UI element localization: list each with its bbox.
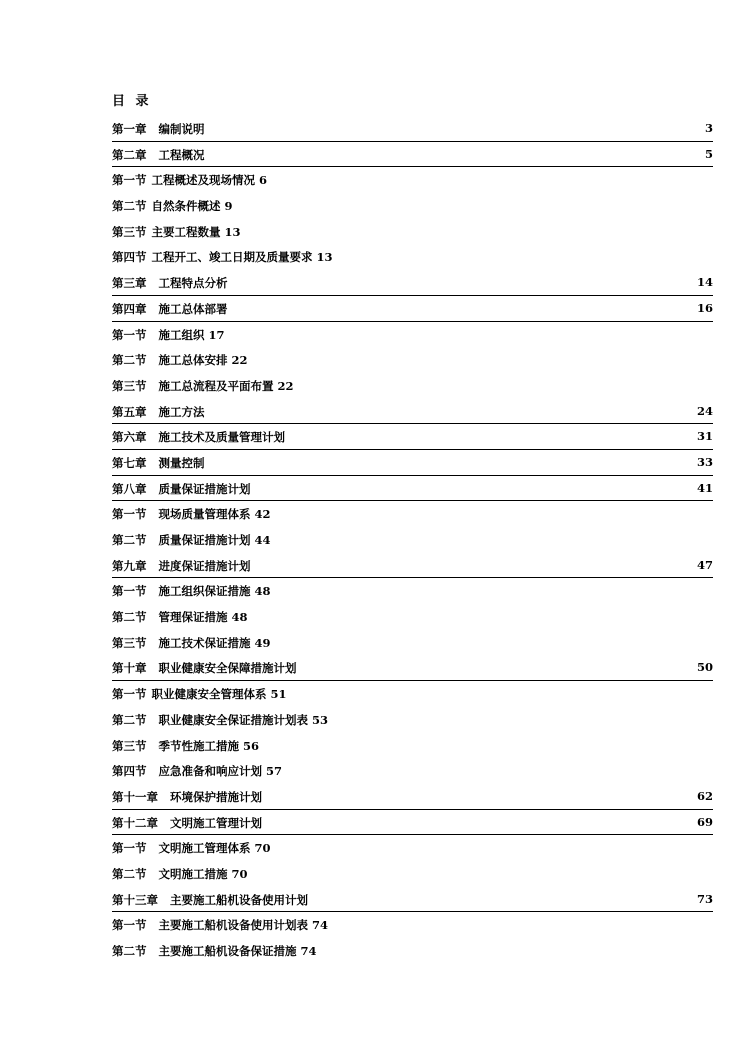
toc-entry-number: 第一节 (112, 584, 147, 599)
toc-entry-title: 施工技术保证措施 (158, 635, 251, 650)
toc-entry-number: 第二节 (112, 610, 147, 625)
toc-entry-page: 62 (696, 788, 713, 803)
toc-entry-number: 第二节 (112, 712, 147, 727)
toc-entry-title: 质量保证措施计划 (158, 481, 251, 496)
toc-entry-text (112, 275, 228, 291)
toc-entry-title: 工程特点分析 (158, 276, 228, 291)
toc-entry-page: 44 (254, 533, 271, 547)
toc-entry-number: 第一节 (112, 507, 147, 522)
toc-entry-text (112, 224, 241, 240)
toc-entry-number: 第三节 (112, 224, 147, 239)
toc-entry-page: 73 (696, 891, 713, 906)
toc-chapter-entry[interactable] (112, 476, 713, 502)
toc-entry-page: 51 (270, 687, 287, 702)
toc-entry-title: 施工总流程及平面布置 (158, 378, 274, 393)
toc-entry-title: 自然条件概述 (151, 199, 221, 214)
toc-chapter-entry[interactable] (112, 424, 713, 450)
toc-entry-page: 6 (259, 173, 268, 188)
toc-entry-number: 第七章 (112, 455, 147, 470)
toc-section-entry[interactable] (112, 373, 713, 399)
toc-chapter-entry[interactable] (112, 270, 713, 296)
toc-entry-text (112, 609, 248, 625)
toc-entry-number: 第二章 (112, 147, 147, 162)
toc-entry-number: 第八章 (112, 481, 147, 496)
toc-entry-text (112, 429, 285, 445)
toc-entry-text (112, 352, 248, 368)
toc-entry-number: 第二节 (112, 199, 147, 214)
toc-entry-title: 施工总体部署 (158, 301, 228, 316)
toc-entry-title: 工程开工、竣工日期及质量要求 (151, 250, 313, 265)
toc-entry-number: 第二节 (112, 533, 147, 547)
toc-entry-title: 文明施工管理体系 (158, 841, 251, 856)
toc-entry-title: 施工总体安排 (158, 353, 228, 368)
toc-entry-page: 47 (696, 557, 713, 572)
toc-section-entry[interactable] (112, 604, 713, 630)
toc-entry-title: 职业健康安全保证措施计划表 (158, 712, 308, 727)
toc-entry-page: 50 (696, 660, 713, 675)
toc-entry-title: 施工组织保证措施 (158, 584, 251, 599)
toc-chapter-entry[interactable] (112, 784, 713, 810)
toc-entry-page: 16 (696, 300, 713, 315)
toc-entry-number: 第三节 (112, 635, 147, 650)
toc-entry-page: 14 (696, 275, 713, 290)
toc-entry-title: 文明施工措施 (158, 866, 228, 881)
toc-entry-text (112, 506, 271, 522)
toc-section-entry[interactable] (112, 681, 713, 707)
toc-entry-number: 第一节 (112, 687, 147, 702)
toc-entry-text (112, 712, 328, 728)
toc-chapter-entry[interactable] (112, 399, 713, 425)
toc-entry-page: 41 (696, 480, 713, 495)
toc-entry-text (112, 789, 262, 805)
toc-section-entry[interactable] (112, 707, 713, 733)
toc-entry-title: 主要施工船机设备使用计划表 (158, 918, 308, 933)
toc-entry-title: 主要施工船机设备保证措施 (158, 944, 297, 958)
toc-section-entry[interactable] (112, 630, 713, 656)
toc-section-entry[interactable] (112, 758, 713, 784)
toc-entry-text (112, 635, 271, 651)
toc-chapter-entry[interactable] (112, 296, 713, 322)
toc-entry-text (112, 738, 259, 754)
toc-section-entry[interactable] (112, 347, 713, 373)
toc-section-entry[interactable] (112, 501, 713, 527)
toc-entry-title: 施工技术及质量管理计划 (158, 430, 285, 445)
toc-entry-page: 31 (696, 429, 713, 444)
toc-entry-number: 第十一章 (112, 789, 158, 804)
toc-section-entry[interactable] (112, 578, 713, 604)
toc-entry-title: 工程概述及现场情况 (151, 173, 255, 188)
toc-entry-text (112, 892, 308, 908)
toc-entry-title: 环境保护措施计划 (170, 789, 262, 804)
toc-entry-number: 第一节 (112, 327, 147, 342)
toc-list (112, 116, 713, 964)
toc-entry-title: 文明施工管理计划 (170, 815, 262, 830)
toc-entry-number: 第六章 (112, 430, 147, 445)
toc-title: 目 录 (112, 94, 152, 109)
toc-entry-page: 48 (231, 610, 248, 625)
toc-entry-page: 33 (696, 454, 713, 469)
toc-entry-page: 70 (254, 841, 271, 856)
toc-section-entry[interactable] (112, 733, 713, 759)
toc-entry-text (112, 532, 271, 548)
toc-entry-number: 第九章 (112, 558, 147, 573)
toc-section-entry[interactable] (112, 861, 713, 887)
toc-entry-text (112, 558, 251, 574)
toc-entry-page: 9 (224, 199, 233, 214)
toc-entry-title: 编制说明 (158, 122, 205, 136)
toc-chapter-entry[interactable] (112, 142, 713, 168)
toc-entry-text (112, 121, 205, 137)
toc-entry-page: 42 (254, 507, 271, 522)
toc-entry-page: 70 (231, 866, 248, 881)
toc-entry-page: 48 (254, 584, 271, 599)
toc-entry-text (112, 198, 233, 214)
toc-entry-number: 第四章 (112, 301, 147, 316)
toc-entry-text (112, 686, 287, 702)
toc-entry-number: 第五章 (112, 404, 147, 419)
toc-entry-title: 施工组织 (158, 327, 205, 342)
toc-entry-title: 测量控制 (158, 455, 205, 470)
toc-entry-number: 第二节 (112, 353, 147, 368)
toc-entry-text (112, 815, 262, 831)
toc-entry-number: 第一节 (112, 841, 147, 856)
toc-section-entry[interactable] (112, 912, 713, 938)
toc-entry-title: 应急准备和响应计划 (158, 764, 262, 779)
toc-entry-title: 主要施工船机设备使用计划 (170, 892, 308, 907)
toc-entry-text (112, 866, 248, 882)
toc-chapter-entry[interactable] (112, 553, 713, 579)
toc-section-entry[interactable] (112, 938, 713, 964)
toc-entry-title: 季节性施工措施 (158, 738, 239, 753)
toc-entry-text (112, 455, 205, 471)
toc-section-entry[interactable] (112, 193, 713, 219)
toc-entry-number: 第二节 (112, 944, 147, 958)
toc-entry-page: 22 (231, 353, 248, 368)
toc-entry-title: 质量保证措施计划 (158, 533, 251, 547)
toc-entry-number: 第四节 (112, 764, 147, 779)
toc-entry-text (112, 378, 294, 394)
toc-entry-number: 第十章 (112, 661, 147, 676)
toc-entry-page: 13 (224, 224, 241, 239)
toc-entry-number: 第三节 (112, 738, 147, 753)
toc-entry-number: 第三章 (112, 276, 147, 291)
toc-entry-page: 74 (300, 944, 317, 958)
toc-section-entry[interactable] (112, 167, 713, 193)
toc-entry-title: 主要工程数量 (151, 224, 221, 239)
toc-entry-title: 进度保证措施计划 (158, 558, 251, 573)
toc-entry-text (112, 943, 317, 959)
toc-entry-page: 69 (696, 814, 713, 829)
toc-chapter-entry[interactable] (112, 116, 713, 142)
toc-chapter-entry[interactable] (112, 810, 713, 836)
toc-entry-page: 17 (208, 327, 225, 342)
toc-chapter-entry[interactable] (112, 655, 713, 681)
toc-section-entry[interactable] (112, 322, 713, 348)
toc-section-entry[interactable] (112, 219, 713, 245)
toc-entry-text (112, 301, 228, 317)
toc-entry-text (112, 763, 282, 779)
toc-entry-title: 职业健康安全保障措施计划 (158, 661, 297, 676)
toc-entry-text (112, 583, 271, 599)
toc-entry-title: 施工方法 (158, 404, 205, 419)
toc-entry-page: 74 (312, 918, 329, 933)
toc-entry-page: 57 (266, 764, 283, 779)
toc-entry-text (112, 249, 333, 265)
toc-entry-number: 第十三章 (112, 892, 158, 907)
toc-entry-title: 现场质量管理体系 (158, 507, 251, 522)
toc-entry-text (112, 327, 225, 343)
toc-entry-title: 职业健康安全管理体系 (151, 687, 267, 702)
toc-entry-page: 5 (704, 146, 713, 161)
toc-entry-text (112, 660, 297, 676)
toc-section-entry[interactable] (112, 527, 713, 553)
toc-chapter-entry[interactable] (112, 450, 713, 476)
toc-chapter-entry[interactable] (112, 887, 713, 913)
toc-entry-text (112, 404, 205, 420)
toc-entry-text (112, 147, 205, 163)
toc-entry-number: 第一节 (112, 918, 147, 933)
toc-section-entry[interactable] (112, 835, 713, 861)
toc-entry-number: 第四节 (112, 250, 147, 265)
toc-entry-text (112, 481, 251, 497)
toc-entry-text (112, 172, 267, 188)
toc-entry-page: 3 (704, 121, 713, 135)
toc-entry-page: 22 (277, 378, 294, 393)
toc-entry-number: 第三节 (112, 378, 147, 393)
toc-entry-number: 第一章 (112, 122, 147, 136)
toc-entry-page: 49 (254, 635, 271, 650)
toc-entry-number: 第一节 (112, 173, 147, 188)
toc-entry-page: 53 (312, 712, 329, 727)
toc-entry-text (112, 917, 328, 933)
toc-entry-number: 第二节 (112, 866, 147, 881)
toc-entry-page: 13 (316, 250, 333, 265)
toc-entry-number: 第十二章 (112, 815, 158, 830)
toc-entry-page: 56 (243, 738, 260, 753)
toc-entry-title: 工程概况 (158, 147, 205, 162)
toc-entry-text (112, 840, 271, 856)
toc-entry-title: 管理保证措施 (158, 610, 228, 625)
toc-section-entry[interactable] (112, 244, 713, 270)
toc-entry-page: 24 (696, 403, 713, 418)
